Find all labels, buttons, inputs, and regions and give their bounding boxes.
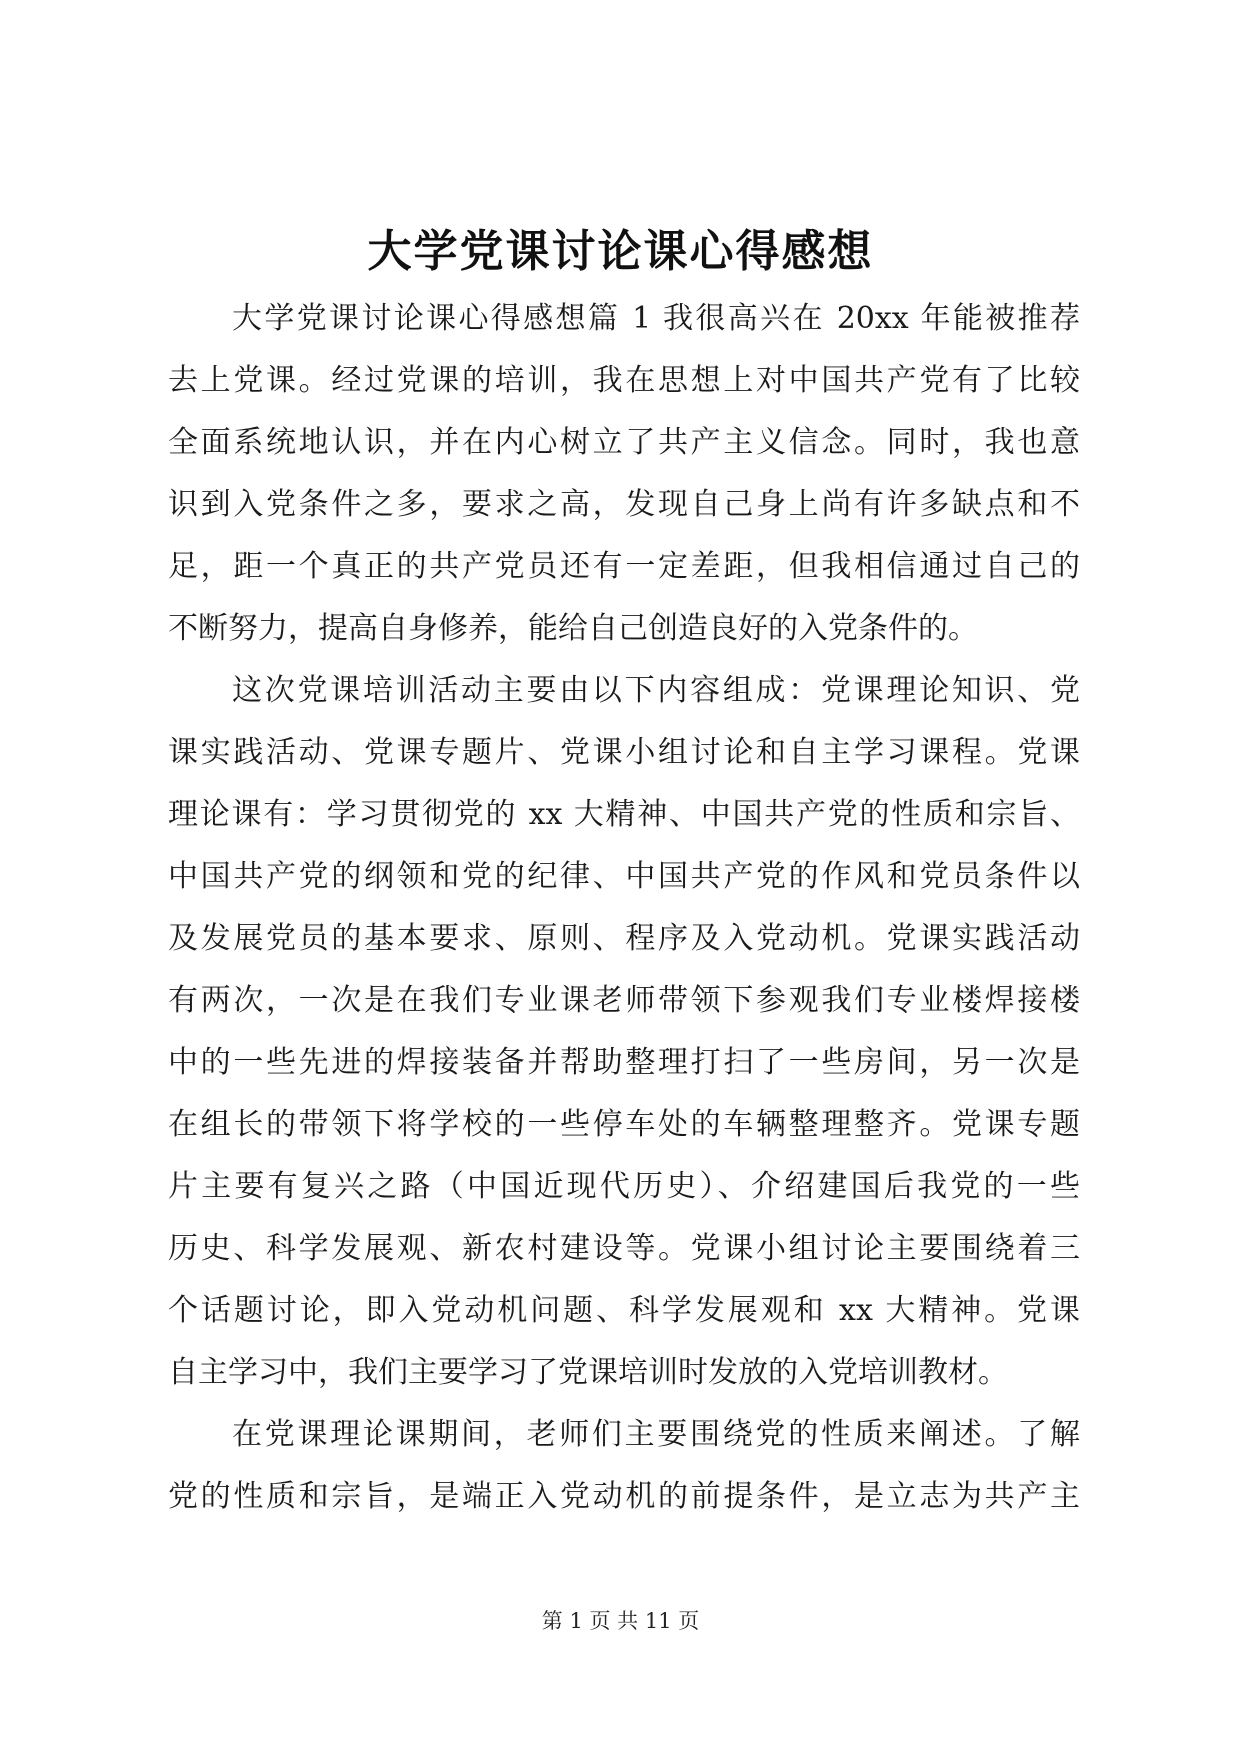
text-line: 大学党课讨论课心得感想篇 1 我很高兴在 20xx 年能被推荐 [232, 301, 1080, 336]
page-footer: 第 1 页 共 11 页 [541, 1609, 700, 1633]
text-line: 在组长的带领下将学校的一些停车处的车辆整理整齐。党课专题 [168, 1107, 1080, 1142]
text-line: 识到入党条件之多，要求之高，发现自己身上尚有许多缺点和不 [168, 487, 1080, 522]
text-line: 足，距一个真正的共产党员还有一定差距，但我相信通过自己的 [168, 549, 1080, 584]
text-line: 理论课有：学习贯彻党的 xx 大精神、中国共产党的性质和宗旨、 [168, 797, 1080, 832]
paragraph-3 [168, 1404, 1080, 1528]
text-line: 在党课理论课期间，老师们主要围绕党的性质来阐述。了解 [232, 1417, 1080, 1452]
text-line: 个话题讨论，即入党动机问题、科学发展观和 xx 大精神。党课 [168, 1293, 1080, 1328]
text-line: 及发展党员的基本要求、原则、程序及入党动机。党课实践活动 [168, 921, 1080, 956]
paragraph-1 [168, 288, 1080, 660]
paragraph-2 [168, 660, 1080, 1404]
text-line: 自主学习中，我们主要学习了党课培训时发放的入党培训教材。 [168, 1355, 1008, 1390]
document-title: 大学党课讨论课心得感想 [367, 226, 874, 277]
text-line: 党的性质和宗旨，是端正入党动机的前提条件，是立志为共产主 [168, 1479, 1080, 1514]
text-line: 课实践活动、党课专题片、党课小组讨论和自主学习课程。党课 [168, 735, 1080, 770]
text-line: 中国共产党的纲领和党的纪律、中国共产党的作风和党员条件以 [168, 859, 1080, 894]
text-line: 片主要有复兴之路（中国近现代历史）、介绍建国后我党的一些 [168, 1169, 1080, 1204]
text-line: 这次党课培训活动主要由以下内容组成：党课理论知识、党 [232, 673, 1080, 708]
text-line: 有两次，一次是在我们专业课老师带领下参观我们专业楼焊接楼 [168, 983, 1080, 1018]
text-line: 不断努力，提高自身修养，能给自己创造良好的入党条件的。 [168, 611, 978, 646]
text-line: 中的一些先进的焊接装备并帮助整理打扫了一些房间，另一次是 [168, 1045, 1080, 1080]
document-body [168, 288, 1080, 1528]
text-line: 去上党课。经过党课的培训，我在思想上对中国共产党有了比较 [168, 363, 1080, 398]
text-line: 历史、科学发展观、新农村建设等。党课小组讨论主要围绕着三 [168, 1231, 1080, 1266]
text-line: 全面系统地认识，并在内心树立了共产主义信念。同时，我也意 [168, 425, 1080, 460]
